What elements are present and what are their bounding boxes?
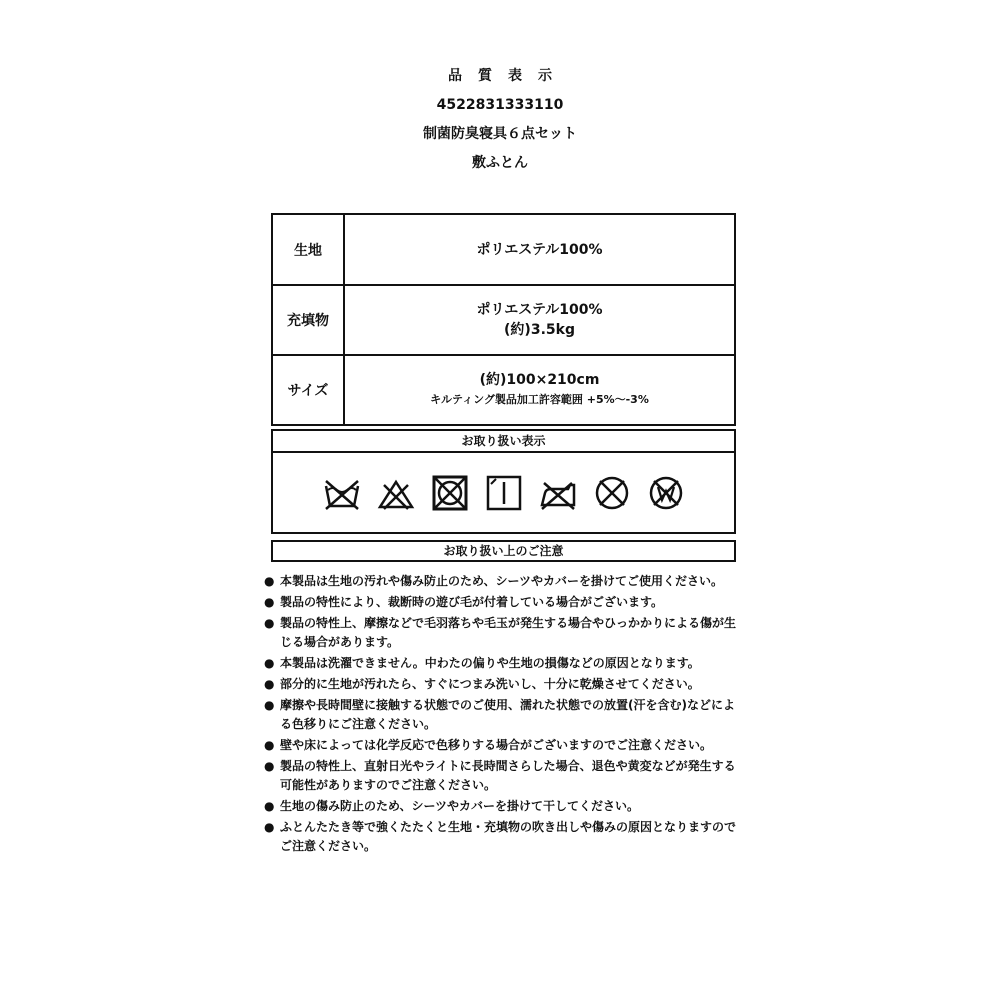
spec-value-line: ポリエステル100% [476, 302, 603, 318]
spec-row-fabric [273, 215, 734, 286]
spec-row-size [273, 356, 734, 424]
spec-label: 充填物 [273, 286, 345, 354]
spec-label: 生地 [273, 215, 345, 284]
list-item: ● ふとんたたき等で強くたたくと生地・充填物の吹き出しや傷みの原因となりますのでご注意ください。 [264, 818, 744, 856]
list-item: ● 製品の特性上、直射日光やライトに長時間さらした場合、退色や黄変などが発生する可能性がありますのでご注意ください。 [264, 757, 744, 795]
no-dry-clean-icon [592, 473, 632, 513]
list-item: ● 摩擦や長時間壁に接触する状態でのご使用、濡れた状態での放置(汗を含む)などによる色移りにご注意ください。 [264, 696, 744, 734]
list-item: ● 製品の特性により、裁断時の遊び毛が付着している場合がございます。 [264, 593, 744, 612]
no-bleach-icon [376, 473, 416, 513]
spec-value [345, 356, 734, 424]
item-name: 敷ふとん [472, 155, 528, 171]
spec-table [271, 213, 736, 426]
no-wash-icon [322, 473, 362, 513]
list-item: ● 生地の傷み防止のため、シーツやカバーを掛けて干してください。 [264, 797, 744, 816]
notice-list [264, 572, 744, 858]
list-item: ● 製品の特性上、摩擦などで毛羽落ちや毛玉が発生する場合やひっかかりによる傷が生じる場合があります。 [264, 614, 744, 652]
care-icon-row [273, 453, 734, 532]
list-item: ● 本製品は生地の汚れや傷み防止のため、シーツやカバーを掛けてご使用ください。 [264, 572, 744, 591]
product-name: 制菌防臭寝具６点セット [423, 126, 577, 142]
spec-value-tolerance: キルティング製品加工許容範囲 +5%〜-3% [430, 393, 649, 406]
no-wet-clean-icon [646, 473, 686, 513]
no-tumble-dry-icon [430, 473, 470, 513]
spec-row-filling [273, 286, 734, 356]
spec-value [345, 286, 734, 354]
hang-dry-icon [484, 473, 524, 513]
spec-value-weight: (約)3.5kg [504, 322, 575, 338]
spec-label: サイズ [273, 356, 345, 424]
list-item: ● 部分的に生地が汚れたら、すぐにつまみ洗いし、十分に乾燥させてください。 [264, 675, 744, 694]
list-item: ● 本製品は洗濯できません。中わたの偏りや生地の損傷などの原因となります。 [264, 654, 744, 673]
product-code: 4522831333110 [436, 97, 564, 113]
care-labels [271, 429, 736, 534]
care-title: お取り扱い表示 [273, 431, 734, 453]
spec-value-line: ポリエステル100% [476, 241, 603, 258]
header [0, 62, 1000, 178]
no-iron-icon [538, 473, 578, 513]
spec-value [345, 215, 734, 284]
page-title: 品質表示 [448, 68, 568, 84]
list-item: ● 壁や床によっては化学反応で色移りする場合がございますのでご注意ください。 [264, 736, 744, 755]
notice-title: お取り扱い上のご注意 [271, 540, 736, 562]
spec-value-line: (約)100×210cm [479, 372, 600, 388]
